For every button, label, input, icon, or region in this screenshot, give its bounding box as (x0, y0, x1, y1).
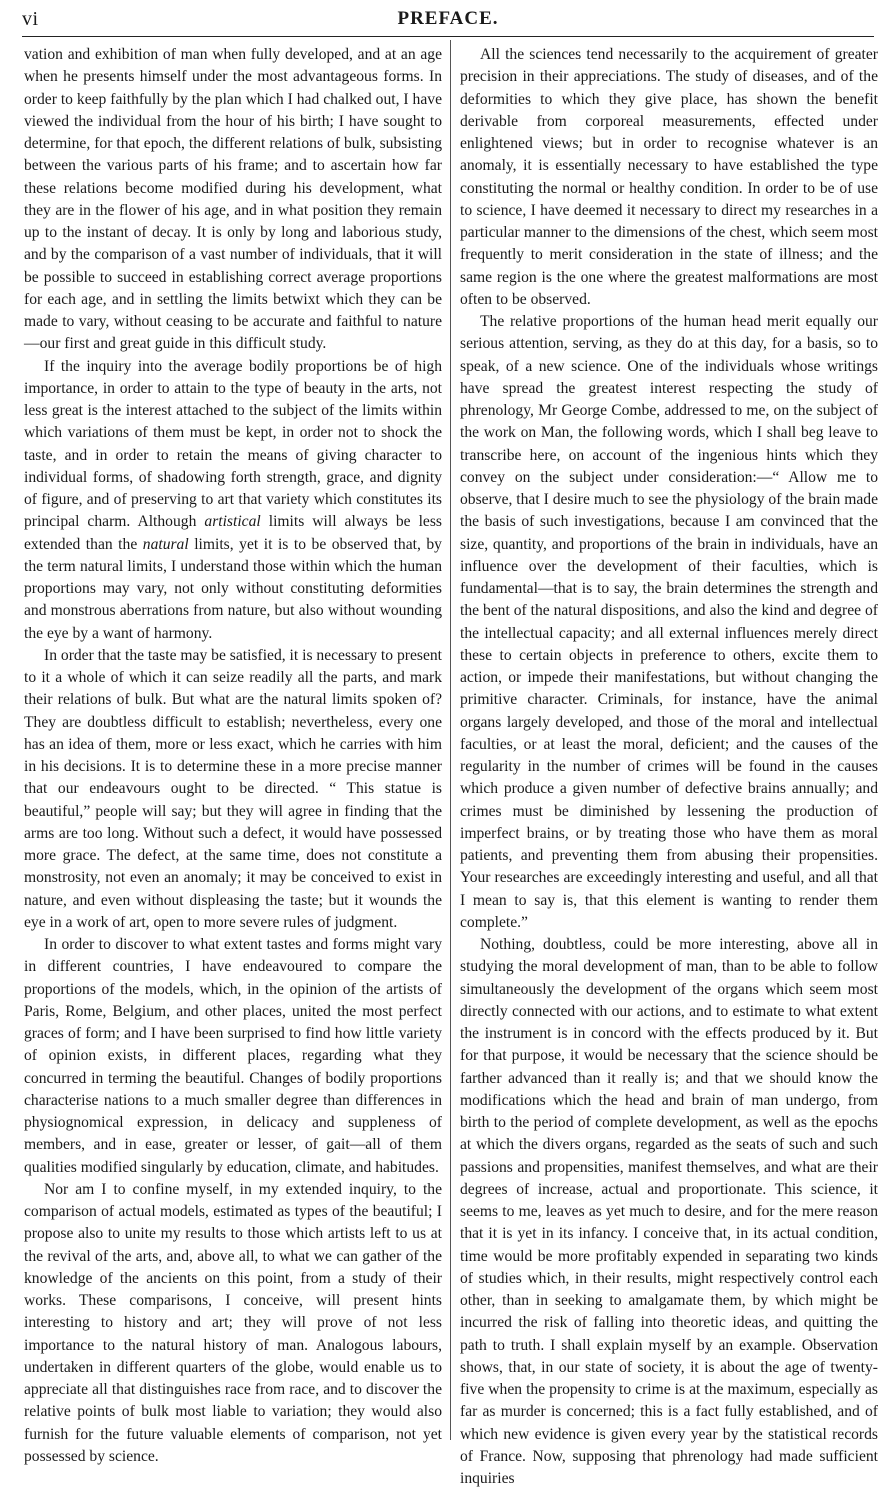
paragraph-text: limits will always be less extended than the (24, 513, 442, 553)
italic-term: natural (142, 535, 189, 553)
italic-term: artistical (204, 513, 261, 531)
left-column (24, 44, 442, 1468)
page-number: vi (22, 8, 39, 30)
paragraph: vation and exhibition of man when fully developed, and at an age when he presents himself under the most advantageous forms. In order to keep faithfully by the plan which I had chalked out, I have viewed the individual from the hour of his birth; I have sought to determine, for that epoch, the different relations of bulk, subsisting between the various parts of his frame; and to ascertain how far these relations become modified during his development, what they are in the flower of his age, and in what position they remain up to the instant of decay. It is only by long and laborious study, and by the comparison of a vast number of individuals, that it will be possible to succeed in establishing correct average proportions for each age, and in settling the limits betwixt which they can be made to vary, without ceasing to be accurate and faithful to nature—our first and great guide in this difficult study. (24, 46, 442, 353)
page-header (22, 6, 874, 37)
paragraph: In order to discover to what extent tastes and forms might vary in different countries, I have endeavoured to compare the proportions of the models, which, in the opinion of the artists of Paris, Rome, Belgium, and other places, united the most perfect graces of form; and I have been surprised to find how little variety of opinion exists, in different places, regarding what they concurred in terming the beautiful. Changes of bodily proportions characterise nations to a much smaller degree than differences in physiognomical expression, in delicacy and suppleness of members, and in ease, greater or lesser, of gait—all of them qualities modified singularly by education, climate, and habitudes. (24, 936, 442, 1176)
paragraph-text: If the inquiry into the average bodily proportions be of high importance, in order to attain to the type of beauty in the arts, not less great is the interest attached to the subject of the limits within which variations of them must be kept, in order not to shock the taste, and in order to retain the means of giving character to individual forms, of shadowing forth strength, grace, and dignity of figure, and of preserving to art that variety which constitutes its principal charm. Although (24, 357, 442, 531)
paragraph: All the sciences tend necessarily to the acquirement of greater precision in their appreciations. The study of diseases, and of the deformities to which they give place, has shown the benefit derivable from corporeal measurements, effected under enlightened views; but in order to recognise whatever is an anomaly, it is essentially necessary to have established the type constituting the normal or healthy condition. In order to be of use to science, I have deemed it necessary to direct my researches in a particular manner to the dimensions of the chest, which seem most frequently to merit consideration in the state of illness; and the same region is the one where the greatest malformations are most often to be observed. (460, 46, 878, 308)
paragraph-text: limits, yet it is to be observed that, by the term natural limits, I understand those within which the human proportions may vary, not only without constituting deformities and monstrous aberrations from nature, but also without wounding the eye by a want of harmony. (24, 535, 442, 642)
paragraph: Nothing, doubtless, could be more interesting, above all in studying the moral development of man, than to be able to follow simultaneously the development of the organs which seem most directly connected with our actions, and to estimate to what extent the instrument is in concord with the effects produced by it. But for that purpose, it would be necessary that the science should be farther advanced than it really is; and that we should know the modifications which the head and brain of man undergo, from birth to the period of complete development, as well as the epochs at which the divers organs, regarded as the seats of such and such passions and propensities, manifest themselves, and what are their degrees of increase, actual and proportionate. This science, it seems to me, leaves as yet much to desire, and for the mere reason that it is yet in its infancy. I conceive that, in its actual condition, time would be more profitably expended in separating two kinds of studies which, in their results, might respectively control each other, than in seeking to amalgamate them, by which might be incurred the risk of falling into theoretic ideas, and quitting the path to truth. I shall explain myself by an example. Observation shows, that, in our state of society, it is about the age of twenty-five when the propensity to crime is at the maximum, especially as far as murder is concerned; this is a fact fully established, and of which new evidence is given every year by the statistical records of France. Now, supposing that phrenology had made sufficient inquiries (460, 936, 878, 1487)
paragraph: The relative proportions of the human head merit equally our serious attention, serving, as they do at this day, for a basis, so to speak, of a new science. One of the individuals whose writings have spread the greatest interest respecting the study of phrenology, Mr George Combe, addressed to me, on the subject of the work on Man, the following words, which I shall beg leave to transcribe here, on account of the ingenious hints which they convey on the subject under consideration:—“ Allow me to observe, that I desire much to see the physiology of the brain made the basis of such investigations, because I am convinced that the size, quantity, and proportions of the brain in individuals, have an influence over the development of their faculties, which is fundamental—that is to say, the brain determines the strength and the bent of the natural dispositions, and also the kind and degree of the intellectual capacity; and all external influences merely direct these to certain objects in preference to others, excite them to action, or impede their manifestations, but without changing the primitive character. Criminals, for instance, have the animal organs largely developed, and those of the moral and intellectual faculties, or at least the moral, deficient; and the causes of the regularity in the number of crimes will be found in the causes which produce a given number of defective brains annually; and crimes must be diminished by lessening the production of imperfect brains, or by treating those who have them as moral patients, and preventing them from abusing their propensities. Your researches are exceedingly interesting and useful, and all that I mean to say is, that this element is wanting to render them complete.” (460, 313, 878, 931)
paragraph: Nor am I to confine myself, in my extended inquiry, to the comparison of actual models, estimated as types of the beautiful; I propose also to unite my results to those which artists left to us at the revival of the arts, and, above all, to what we can gather of the knowledge of the ancients on this point, from a study of their works. These comparisons, I conceive, will present hints interesting to history and art; they will prove of not less importance to the natural history of man. Analogous labours, undertaken in different quarters of the globe, would enable us to appreciate all that distinguishes race from race, and to discover the relative points of bulk most liable to variation; they would also furnish for the future valuable elements of comparison, not yet possessed by science. (24, 1180, 442, 1465)
paragraph: In order that the taste may be satisfied, it is necessary to present to it a whole of which it can seize readily all the parts, and mark their relations of bulk. But what are the natural limits spoken of? They are doubtless difficult to establish; nevertheless, every one has an idea of them, more or less exact, which he carries with him in his decisions. It is to determine these in a more precise manner that our endeavours ought to be directed. “ This statue is beautiful,” people will say; but they will agree in finding that the arms are too long. Without such a defect, it would have possessed more grace. The defect, at the same time, does not constitute a monstrosity, not even an anomaly; it may be conceived to exist in nature, and even without displeasing the taste; but it wounds the eye in a work of art, open to more severe rules of judgment. (24, 646, 442, 931)
paragraph (24, 356, 442, 645)
column-divider (450, 40, 451, 1440)
running-head: PREFACE. (397, 8, 499, 29)
right-column (460, 44, 878, 1490)
